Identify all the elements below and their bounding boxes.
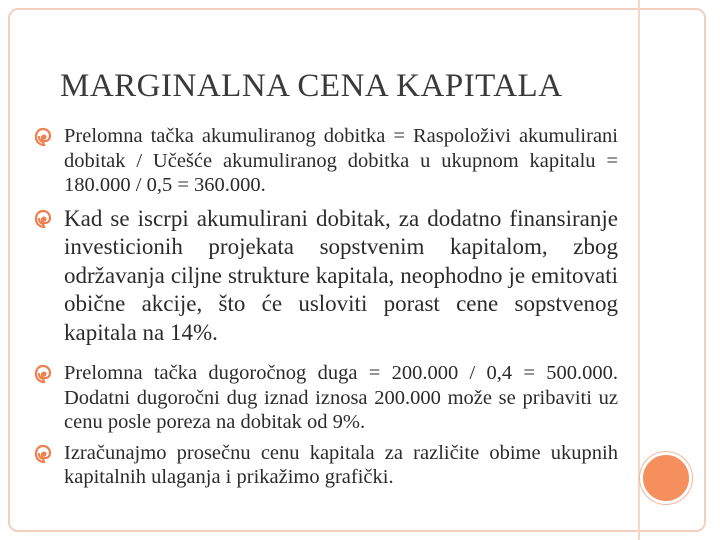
- bullet-item-4: [33, 441, 618, 490]
- bullet-item-2: [33, 205, 618, 348]
- slide-title: MARGINALNA CENA KAPITALA: [60, 68, 563, 104]
- bullet-list: [33, 124, 618, 490]
- fleuron-icon: [33, 444, 53, 464]
- decorative-circle: [640, 452, 692, 504]
- decorative-vertical-line: [638, 0, 640, 540]
- fleuron-icon: [33, 209, 53, 229]
- fleuron-icon: [33, 127, 53, 147]
- bullet-text: Prelomna tačka akumuliranog dobitka = Raspoloživi akumulirani dobitak / Učešće akumuliranog dobitka u ukupnom kapitalu = 180.000 / 0,5 = 360.000.: [64, 125, 618, 196]
- bullet-text: Izračunajmo prosečnu cenu kapitala za različite obime ukupnih kapitalnih ulaganja i prikažimo grafički.: [64, 441, 618, 488]
- bullet-item-3: [33, 361, 618, 435]
- fleuron-icon: [33, 364, 53, 384]
- bullet-item-1: [33, 124, 618, 198]
- bullet-text: Kad se iscrpi akumulirani dobitak, za dodatno finansiranje investicionih projekata sopstvenim kapitalom, zbog održavanja ciljne strukture kapitala, neophodno je emitovati obične akcije, što će usloviti porast cene sopstvenog kapitala na 14%.: [64, 205, 618, 345]
- bullet-text: Prelomna tačka dugoročnog duga = 200.000 / 0,4 = 500.000. Dodatni dugoročni dug iznad iznosa 200.000 može se pribaviti uz cenu posle poreza na dobitak od 9%.: [64, 362, 618, 433]
